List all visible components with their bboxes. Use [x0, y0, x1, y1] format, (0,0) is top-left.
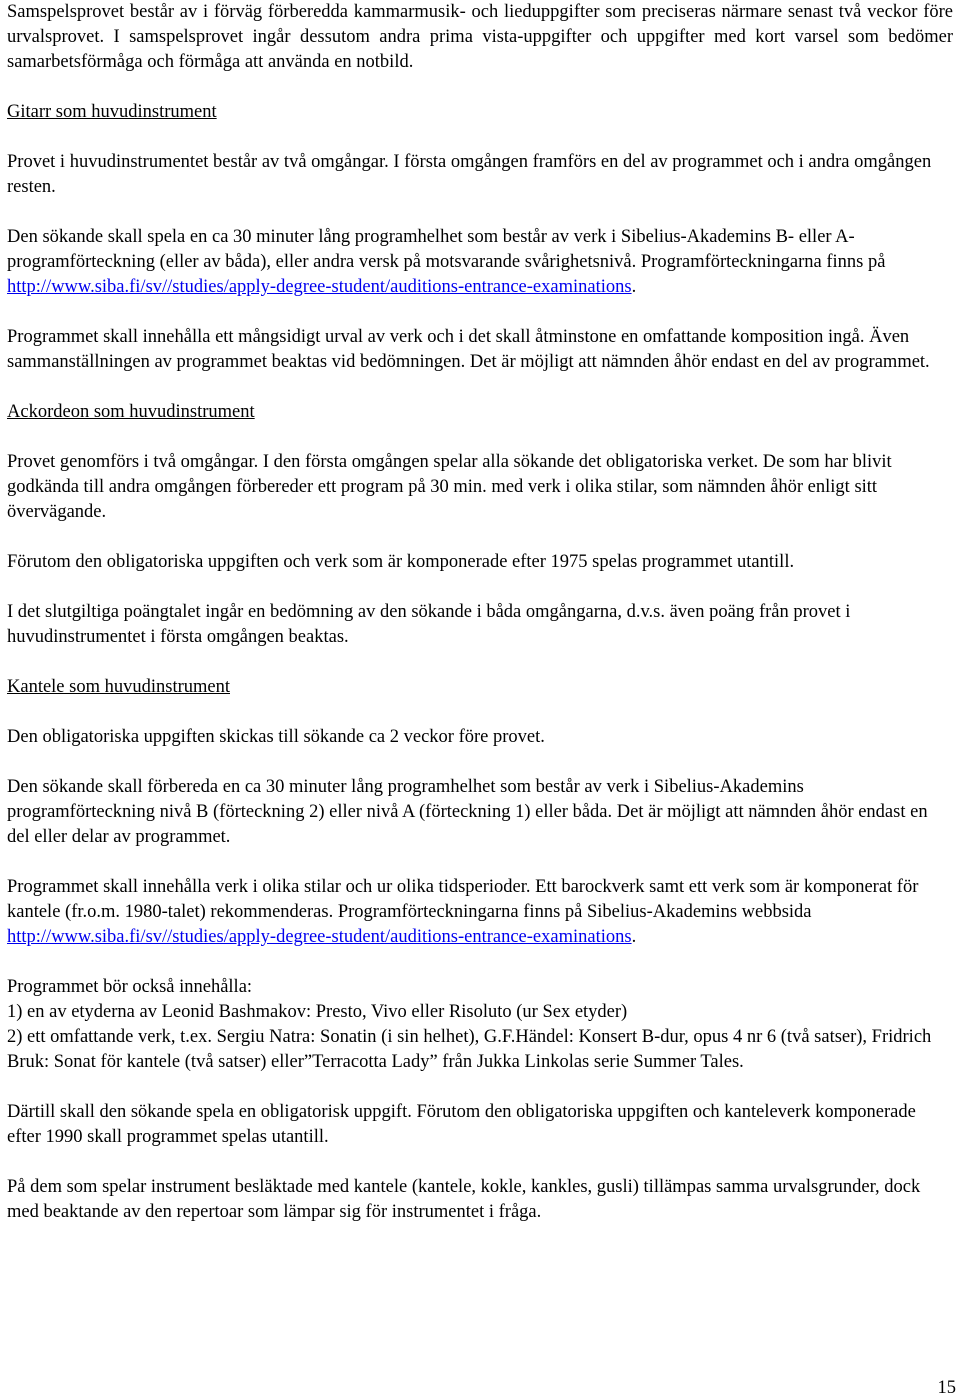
document-page	[7, 0, 953, 1225]
kantele-list-item-1: 1) en av etyderna av Leonid Bashmakov: Presto, Vivo eller Risoluto (ur Sex etyder)	[7, 1002, 628, 1022]
section-heading-kantele: Kantele som huvudinstrument	[7, 677, 230, 697]
kantele-paragraph-6: På dem som spelar instrument besläktade med kantele (kantele, kokle, kankles, gusli) tillämpas samma urvalsgrunder, dock med beaktande av den repertoar som lämpar sig för instrumentet i fråga.	[7, 1177, 921, 1222]
section-heading-ackordeon: Ackordeon som huvudinstrument	[7, 402, 255, 422]
gitarr-paragraph-2-end: .	[631, 277, 637, 297]
section-heading-gitarr: Gitarr som huvudinstrument	[7, 102, 217, 122]
programforteckning-link[interactable]: http://www.siba.fi/sv//studies/apply-degree-student/auditions-entrance-examinations	[7, 277, 632, 297]
kantele-paragraph-3-end: .	[631, 927, 637, 947]
kantele-paragraph-3	[7, 875, 953, 950]
gitarr-paragraph-2	[7, 225, 953, 300]
kantele-paragraph-1: Den obligatoriska uppgiften skickas till sökande ca 2 veckor före provet.	[7, 727, 545, 747]
gitarr-paragraph-2-text: Den sökande skall spela en ca 30 minuter lång programhelhet som består av verk i Sibelius-Akademins B- eller A-programförteckning (eller av båda), eller andra versk på motsvarande svårighetsnivå. Programförteckningarna finns på	[7, 227, 886, 272]
kantele-list-item-2: 2) ett omfattande verk, t.ex. Sergiu Natra: Sonatin (i sin helhet), G.F.Händel: Konsert B-dur, opus 4 nr 6 (två satser), Fridrich Bruk: Sonat för kantele (två satser) eller”Terracotta Lady” från Jukka Linkolas serie Summer Tales.	[7, 1027, 932, 1072]
gitarr-paragraph-3: Programmet skall innehålla ett mångsidigt urval av verk och i det skall åtminstone en omfattande komposition ingå. Även sammanställningen av programmet beaktas vid bedömningen. Det är möjligt att nämnden åhör endast en del av programmet.	[7, 327, 930, 372]
ackordeon-paragraph-1: Provet genomförs i två omgångar. I den första omgången spelar alla sökande det obligatoriska verket. De som har blivit godkända till andra omgången förbereder ett program på 30 min. med verk i olika stilar, som nämnden åhör enligt sitt övervägande.	[7, 452, 892, 522]
ackordeon-paragraph-2: Förutom den obligatoriska uppgiften och verk som är komponerade efter 1975 spelas programmet utantill.	[7, 552, 795, 572]
webbsida-link[interactable]: http://www.siba.fi/sv//studies/apply-degree-student/auditions-entrance-examinations	[7, 927, 632, 947]
ackordeon-paragraph-3: I det slutgiltiga poängtalet ingår en bedömning av den sökande i båda omgångarna, d.v.s. även poäng från provet i huvudinstrumentet i första omgången beaktas.	[7, 602, 851, 647]
kantele-list-intro: Programmet bör också innehålla:	[7, 977, 253, 997]
intro-paragraph: Samspelsprovet består av i förväg förberedda kammarmusik- och lieduppgifter som preciseras närmare senast två veckor före urvalsprovet. I samspelsprovet ingår dessutom andra prima vista-uppgifter och uppgifter med kort varsel som bedömer samarbetsförmåga och förmåga att använda en notbild.	[7, 2, 953, 72]
page-number: 15	[937, 1378, 956, 1398]
kantele-paragraph-2: Den sökande skall förbereda en ca 30 minuter lång programhelhet som består av verk i Sibelius-Akademins programförteckning nivå B (förteckning 2) eller nivå A (förteckning 1) eller båda. Det är möjligt att nämnden åhör endast en del eller delar av programmet.	[7, 777, 928, 847]
kantele-paragraph-3-text: Programmet skall innehålla verk i olika stilar och ur olika tidsperioder. Ett barockverk samt ett verk som är komponerat för kantele (fr.o.m. 1980-talet) rekommenderas. Programförteckningarna finns på Sibelius-Akademins webbsida	[7, 877, 919, 922]
gitarr-paragraph-1: Provet i huvudinstrumentet består av två omgångar. I första omgången framförs en del av programmet och i andra omgången resten.	[7, 152, 932, 197]
kantele-paragraph-5: Därtill skall den sökande spela en obligatorisk uppgift. Förutom den obligatoriska uppgiften och kanteleverk komponerade efter 1990 skall programmet spelas utantill.	[7, 1102, 916, 1147]
